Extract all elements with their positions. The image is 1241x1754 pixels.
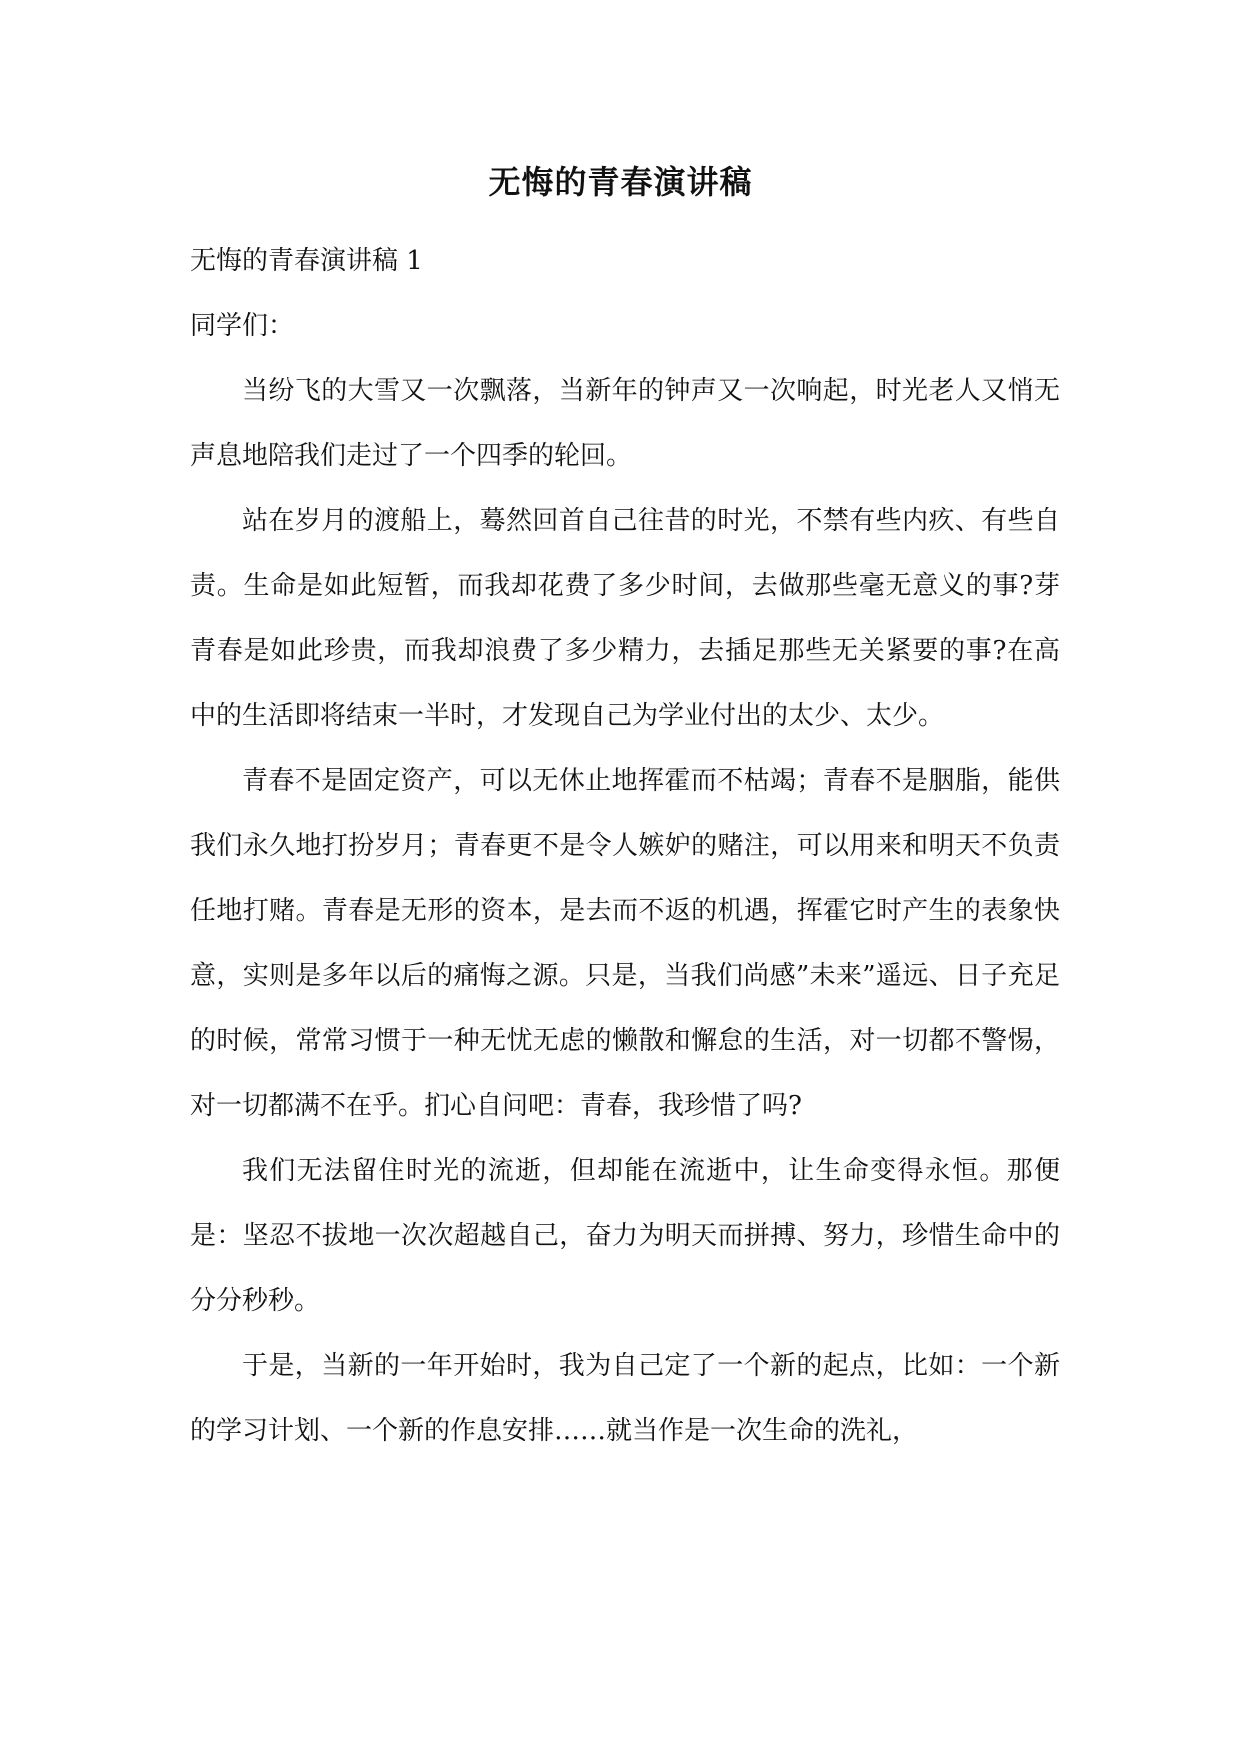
salutation: 同学们： bbox=[190, 311, 295, 341]
paragraph-2: 站在岁月的渡船上，蓦然回首自己往昔的时光，不禁有些内疚、有些自责。生命是如此短暂，而我却花费了多少时间，去做那些毫无意义的事?芽青春是如此珍贵，而我却浪费了多少精力，去插足那些无关紧要的事?在高中的生活即将结束一半时，才发现自己为学业付出的太少、太少。 bbox=[190, 506, 1060, 731]
paragraph-4: 我们无法留住时光的流逝，但却能在流逝中，让生命变得永恒。那便是：坚忍不拔地一次次超越自己，奋力为明天而拼搏、努力，珍惜生命中的分分秒秒。 bbox=[190, 1156, 1060, 1316]
paragraph-3: 青春不是固定资产，可以无休止地挥霍而不枯竭；青春不是胭脂，能供我们永久地打扮岁月；青春更不是令人嫉妒的赌注，可以用来和明天不负责任地打赌。青春是无形的资本，是去而不返的机遇，挥霍它时产生的表象快意，实则是多年以后的痛悔之源。只是，当我们尚感”未来”遥远、日子充足的时候，常常习惯于一种无忧无虑的懒散和懈怠的生活，对一切都不警惕，对一切都满不在乎。扪心自问吧：青春，我珍惜了吗? bbox=[190, 766, 1060, 1121]
document-title: 无悔的青春演讲稿 bbox=[488, 163, 753, 201]
paragraph-5: 于是，当新的一年开始时，我为自己定了一个新的起点，比如：一个新的学习计划、一个新的作息安排……就当作是一次生命的洗礼， bbox=[190, 1351, 1060, 1446]
section-heading: 无悔的青春演讲稿 1 bbox=[190, 246, 423, 276]
paragraph-1: 当纷飞的大雪又一次飘落，当新年的钟声又一次响起，时光老人又悄无声息地陪我们走过了一个四季的轮回。 bbox=[190, 376, 1060, 471]
document-body bbox=[190, 229, 1060, 1464]
